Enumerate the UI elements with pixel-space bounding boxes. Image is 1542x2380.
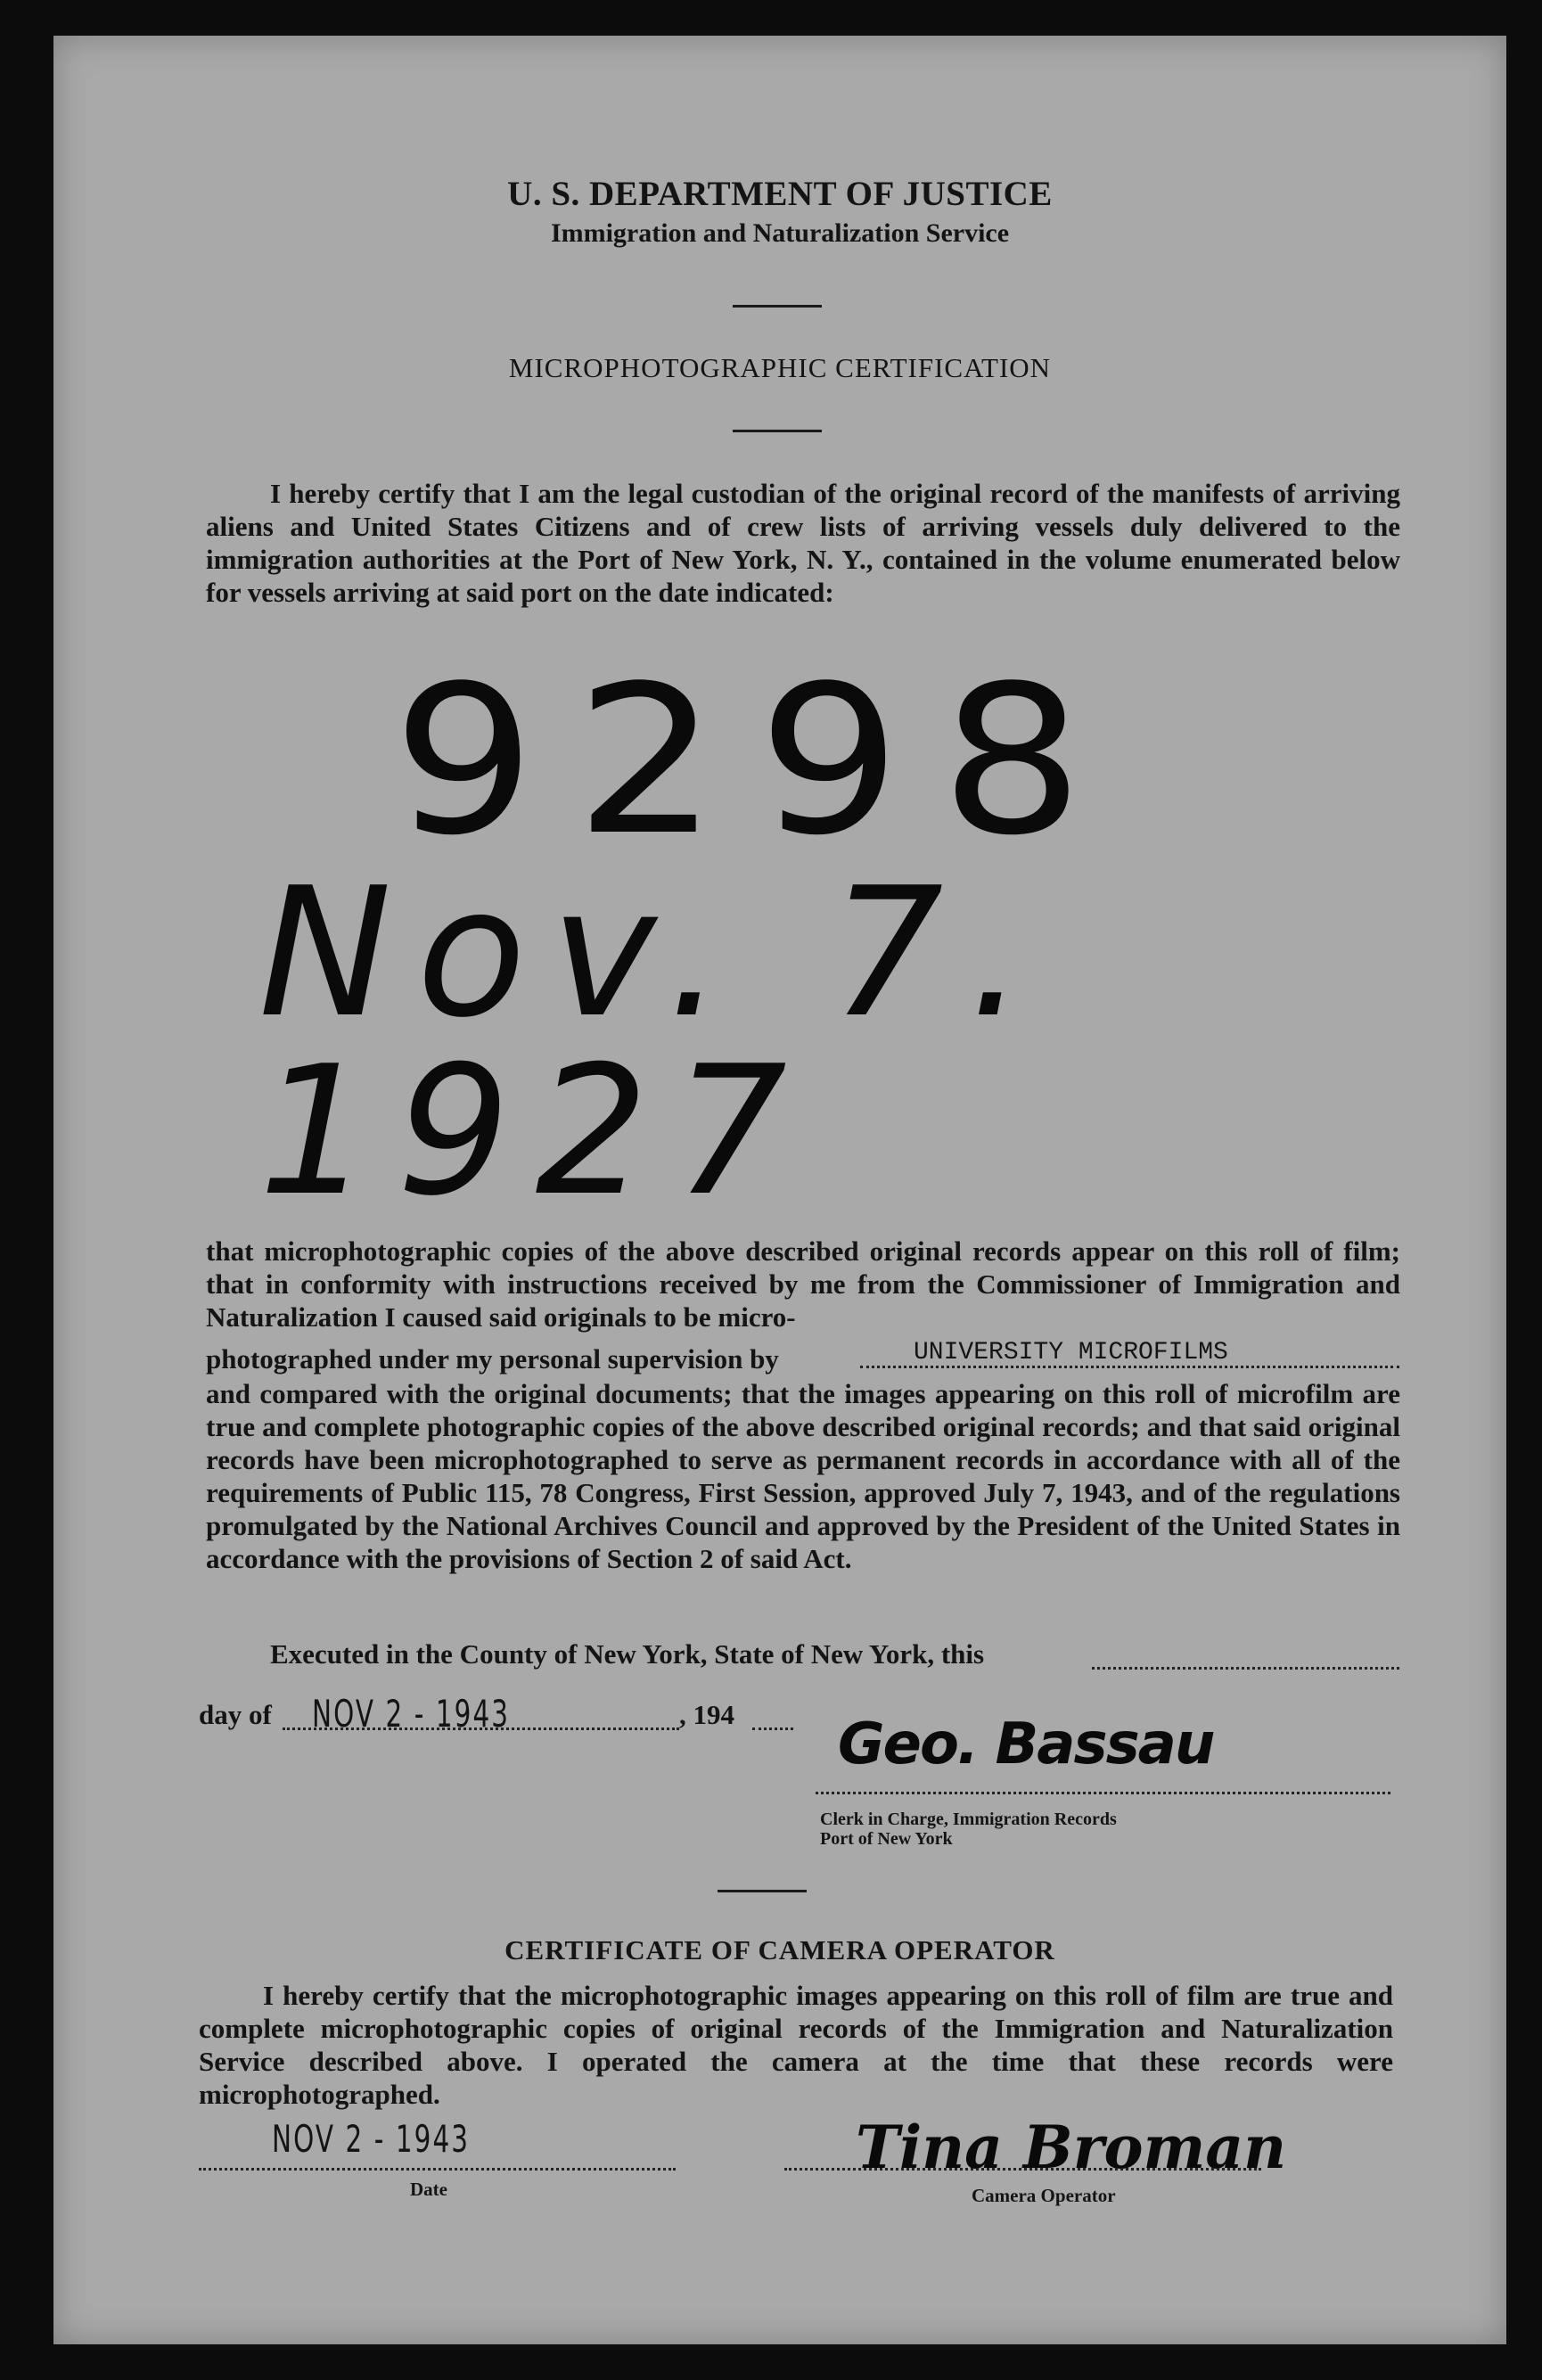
camera-operator-label: Camera Operator: [972, 2185, 1116, 2206]
certificate-sheet: [53, 36, 1506, 2344]
camera-date-stamp: NOV 2 - 1943: [272, 2117, 471, 2161]
clerk-signature-line: [816, 1792, 1390, 1794]
executed-text: Executed in the County of New York, State of New York, this: [270, 1638, 985, 1670]
clerk-title-line-1: Clerk in Charge, Immigration Records: [820, 1810, 1117, 1829]
divider: [733, 430, 822, 432]
divider: [733, 305, 822, 308]
camera-paragraph: [199, 1979, 1393, 2111]
body-paragraph: [206, 1235, 1400, 1334]
volume-date: Nov. 7. 1927: [258, 849, 1050, 1235]
body-text-3: and compared with the original documents; that the images appearing on this roll of microfilm are true and complete photographic copies of the above described original records; and that said original records have been microphotographed to serve as permanent records in accordance with all of the requirements of Public 115, 78 Congress, First Session, approved July 7, 1943, and of the regulations promulgated by the National Archives Council and approved by the President of the United States in accordance with the provisions of Section 2 of said Act.: [206, 1378, 1400, 1574]
body-paragraph-2: [206, 1377, 1400, 1575]
body-text-1: that microphotographic copies of the above described original records appear on this roll of film; that in conformity with instructions received by me from the Commissioner of Immigration and Naturalization I caused said originals to be micro-: [206, 1235, 1400, 1333]
divider: [718, 1890, 807, 1892]
department-heading: U. S. DEPARTMENT OF JUSTICE: [507, 175, 1053, 213]
certification-title: MICROPHOTOGRAPHIC CERTIFICATION: [508, 352, 1052, 383]
camera-date-line: [199, 2168, 676, 2171]
camera-text: I hereby certify that the microphotographic images appearing on this roll of film are true and complete microphotographic copies of original records of the Immigration and Naturalization Service described above. I operated the camera at the time that these records were microphotographed.: [199, 1980, 1393, 2110]
executed-date-stamp: NOV 2 - 1943: [312, 1692, 511, 1736]
intro-paragraph: [206, 477, 1400, 609]
executed-day-line: [1092, 1667, 1399, 1670]
day-of-label: day of: [199, 1699, 272, 1730]
filmed-by-value: UNIVERSITY MICROFILMS: [914, 1339, 1228, 1366]
executed-line: [270, 1637, 984, 1670]
intro-text: I hereby certify that I am the legal custodian of the original record of the manifests of arriving aliens and United States Citizens and of crew lists of arriving vessels duly delivered to the immigration authorities at the Port of New York, N. Y., contained in the volume enumerated below for vessels arriving at said port on the date indicated:: [206, 478, 1400, 608]
operator-signature: Tina Broman: [856, 2113, 1287, 2182]
year-line: [752, 1728, 793, 1730]
volume-number: 9298: [392, 643, 1123, 881]
supervision-label: photographed under my personal supervision by: [206, 1343, 779, 1375]
clerk-title-line-2: Port of New York: [820, 1829, 953, 1849]
date-label: Date: [410, 2179, 447, 2200]
year-suffix: , 194: [679, 1699, 734, 1730]
clerk-signature: Geo. Bassau: [838, 1711, 1214, 1777]
camera-certificate-title: CERTIFICATE OF CAMERA OPERATOR: [504, 1934, 1055, 1966]
service-subheading: Immigration and Naturalization Service: [550, 218, 1010, 248]
operator-signature-line: [784, 2168, 1261, 2171]
